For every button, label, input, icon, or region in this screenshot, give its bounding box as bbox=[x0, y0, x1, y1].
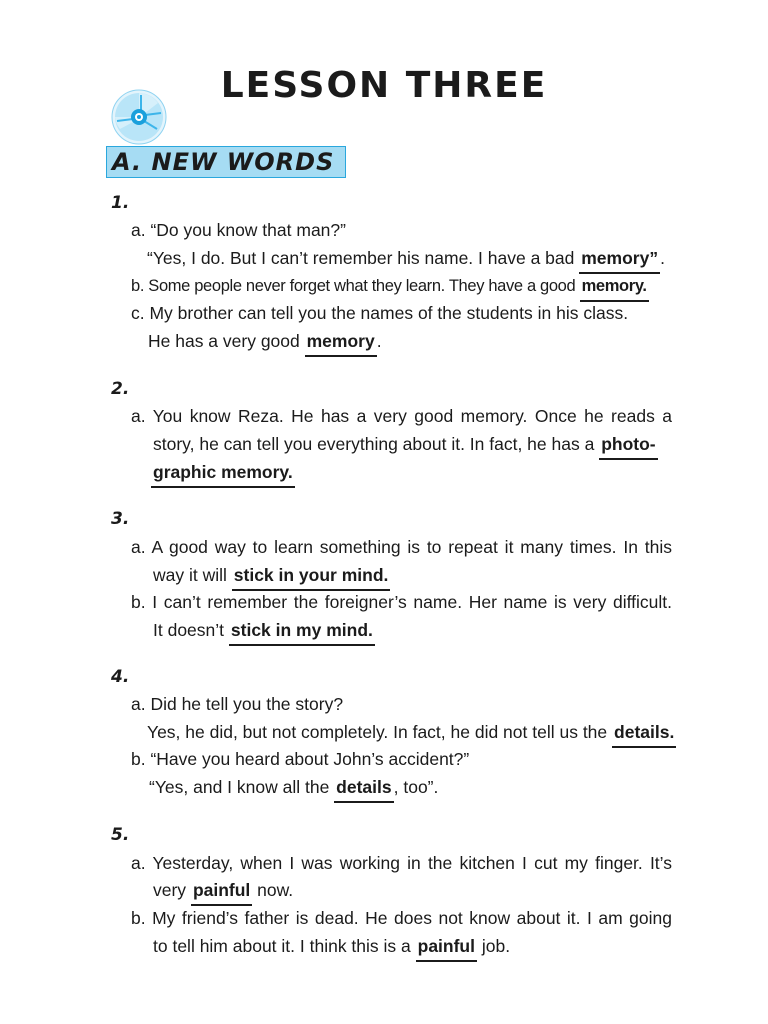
item-number-2: 2. bbox=[111, 379, 130, 399]
text: . bbox=[376, 331, 382, 351]
item-1-c-line-2 bbox=[148, 330, 382, 352]
item-3-a-line-2 bbox=[153, 564, 390, 586]
item-4-b-line-2 bbox=[149, 776, 438, 798]
item-5-a-line-1: a. Yesterday, when I was working in the kitchen I cut my finger. It’s bbox=[131, 853, 672, 873]
text: . bbox=[660, 248, 665, 268]
text: job. bbox=[476, 936, 511, 956]
item-number-1: 1. bbox=[111, 193, 130, 213]
text: very bbox=[153, 880, 191, 900]
cd-disc-icon bbox=[111, 89, 167, 145]
item-4-a-line-1: a. Did he tell you the story? bbox=[131, 694, 344, 714]
text: Yes, he did, but not completely. In fact, he did not tell us the bbox=[147, 722, 613, 742]
item-4-b-line-1: b. “Have you heard about John’s accident?” bbox=[131, 749, 470, 769]
text: He has a very good bbox=[148, 331, 305, 351]
section-heading-new-words bbox=[106, 146, 346, 178]
item-1-b-line bbox=[131, 275, 649, 297]
text: It doesn’t bbox=[153, 620, 229, 640]
keyword-memory: memory. bbox=[580, 276, 649, 302]
item-5-b-line-1: b. My friend’s father is dead. He does not know about it. I am going bbox=[131, 908, 672, 928]
item-1-a-line-1: a. “Do you know that man?” bbox=[131, 220, 346, 240]
keyword-photographic-memory: photo- bbox=[599, 434, 657, 460]
keyword-painful: painful bbox=[416, 936, 477, 962]
item-3-b-line-2 bbox=[153, 619, 375, 641]
item-5-a-line-2 bbox=[153, 879, 293, 901]
item-2-a-line-2 bbox=[153, 433, 658, 455]
keyword-stick-in-mind: stick in my mind. bbox=[229, 620, 375, 646]
keyword-memory: memory bbox=[305, 331, 377, 357]
keyword-details: details. bbox=[612, 722, 676, 748]
text: , too”. bbox=[393, 777, 439, 797]
item-number-4: 4. bbox=[111, 667, 130, 687]
lesson-title: LESSON THREE bbox=[220, 65, 548, 106]
item-3-b-line-1: b. I can’t remember the foreigner’s name. Her name is very difficult. bbox=[131, 592, 672, 612]
text: to tell him about it. I think this is a bbox=[153, 936, 416, 956]
text: “Yes, and I know all the bbox=[149, 777, 335, 797]
keyword-painful: painful bbox=[191, 880, 252, 906]
keyword-memory: memory” bbox=[579, 248, 660, 274]
item-1-c-line-1: c. My brother can tell you the names of the students in his class. bbox=[131, 303, 629, 323]
item-3-a-line-1: a. A good way to learn something is to repeat it many times. In this bbox=[131, 537, 672, 557]
text: now. bbox=[252, 880, 294, 900]
keyword-photographic-memory: graphic memory. bbox=[151, 462, 295, 488]
item-2-a-line-1: a. You know Reza. He has a very good memory. Once he reads a bbox=[131, 406, 672, 426]
text: b. Some people never forget what they learn. They have a good bbox=[131, 277, 580, 295]
text: story, he can tell you everything about it. In fact, he has a bbox=[153, 434, 600, 454]
item-number-3: 3. bbox=[111, 509, 130, 529]
keyword-details: details bbox=[334, 777, 393, 803]
text: “Yes, I do. But I can’t remember his name. I have a bad bbox=[147, 248, 580, 268]
item-1-a-line-2 bbox=[147, 247, 665, 269]
item-4-a-line-2 bbox=[147, 721, 676, 743]
text: way it will bbox=[153, 565, 232, 585]
item-number-5: 5. bbox=[111, 825, 130, 845]
item-5-b-line-2 bbox=[153, 935, 510, 957]
section-heading-label: A. NEW WORDS bbox=[112, 148, 335, 176]
item-2-a-line-3 bbox=[151, 461, 295, 483]
keyword-stick-in-mind: stick in your mind. bbox=[232, 565, 391, 591]
